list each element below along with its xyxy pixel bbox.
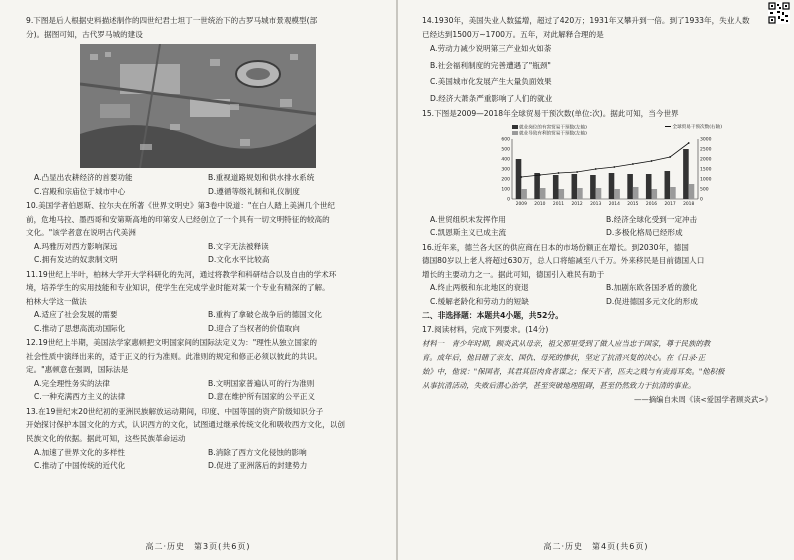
- q9-option-c: C.宫殿和宗庙位于城市中心: [34, 186, 126, 196]
- bar-beneficial: [670, 187, 676, 199]
- q16-option-a: A.终止两极和东北地区的衰退: [430, 283, 529, 293]
- rome-model-illustration: [80, 44, 316, 168]
- bar-beneficial: [540, 188, 546, 199]
- line-total-interventions: [521, 143, 688, 177]
- bar-beneficial: [614, 189, 620, 199]
- right-page-footer: 高二·历史 第4页(共6页): [543, 542, 649, 551]
- q17-material-line-3: 始》中，他说："保国者，其君其臣肉食者谋之；保天下者，匹夫之贱与有责焉耳矣。"他积极: [422, 366, 725, 376]
- section-heading-non-choice: 二、非选择题：本题共4小题，共52分。: [422, 311, 564, 321]
- right-tick-label: 0: [700, 197, 703, 203]
- q17-source: ——摘编自未周《读<爱国学者顾炎武>》: [633, 394, 772, 404]
- legend-label-3: 就业导致有利的贸易干预数(左轴): [519, 131, 587, 137]
- line-point: [613, 166, 615, 168]
- q12-options: [34, 377, 382, 404]
- bar-beneficial: [521, 189, 527, 199]
- bar-harmful: [553, 175, 559, 199]
- q15-stem-1: 15.下图是2009—2018年全球贸易干预次数(单位:次)。据此可知，当今世界: [422, 109, 679, 119]
- q10-option-d: D.文化水平比较高: [208, 255, 270, 265]
- left-tick-label: 600: [501, 137, 510, 143]
- bar-harmful: [646, 174, 652, 199]
- q14-stem-2: 已经达到1500万~1700万。五年，对此解释合理的是: [422, 29, 604, 39]
- q14-options: [430, 41, 782, 107]
- q15-options: [430, 213, 782, 240]
- left-page-footer: 高二·历史 第3页(共6页): [145, 542, 251, 551]
- line-point: [688, 142, 690, 144]
- q10-stem-2: 前，危地马拉、墨西哥和安第斯高地的印第安人已经创立了一个具有一切文明特征的较高的: [26, 214, 330, 224]
- q11-stem-1: 11.19世纪上半叶，柏林大学开大学科研化的先河，通过将教学和科研结合以及自由的学术环: [26, 269, 337, 279]
- category-label: 2011: [552, 201, 565, 207]
- line-point: [539, 174, 541, 176]
- q11-option-b: B.重构了拿破仑战争后的德国文化: [208, 310, 322, 320]
- q12-option-d: D.意在维护所有国家的公平正义: [208, 392, 315, 402]
- q17-material-line-1: 材料一 青少年时期，顾炎武从母亲，祖父那里受到了做人应当忠于国家，尊于民族的教: [422, 338, 711, 348]
- q13-option-a: A.加速了世界文化的多样性: [34, 447, 126, 457]
- line-point: [651, 160, 653, 162]
- line-point: [632, 163, 634, 165]
- bar-beneficial: [652, 189, 658, 199]
- right-tick-label: 2500: [700, 147, 712, 153]
- q9-option-a: A.凸显出农耕经济的首要功能: [34, 173, 133, 183]
- q9-option-b: B.重视道路规划和供水排水系统: [208, 173, 315, 183]
- q14-option-c: C.美国城市化发展产生大量负面效果: [430, 77, 552, 87]
- q13-option-b: B.消除了西方文化侵蚀的影响: [208, 447, 307, 457]
- q16-option-b: B.加剧东欧各国矛盾的激化: [606, 283, 698, 293]
- right-page: [398, 0, 794, 560]
- right-tick-label: 3000: [700, 137, 712, 143]
- q9-options: [34, 171, 382, 198]
- qr-code-icon: [768, 2, 790, 24]
- q17-stem: 17.阅读材料，完成下列要求。(14分): [422, 325, 549, 335]
- bar-harmful: [516, 159, 522, 199]
- category-label: 2016: [645, 201, 658, 207]
- category-label: 2014: [608, 201, 620, 207]
- q10-option-c: C.拥有发达的奴隶制文明: [34, 255, 118, 265]
- bar-harmful: [665, 171, 671, 199]
- q13-stem-2: 开始探讨保护本国文化的方式，认识西方的文化，试图通过继承传统文化和吸收西方文化，以创: [26, 420, 345, 430]
- q9-option-d: D.遵循等级礼制和礼仪制度: [208, 186, 300, 196]
- left-tick-label: 200: [501, 177, 510, 183]
- line-point: [576, 171, 578, 173]
- q17-material-line-4: 从事抗清活动，失败后潜心治学，甚至突破地理阻碍，甚至仍然致力于抗清的事业。: [422, 380, 696, 390]
- left-tick-label: 500: [501, 147, 510, 153]
- bar-harmful: [627, 174, 633, 199]
- left-tick-label: 100: [501, 187, 510, 193]
- category-label: 2018: [683, 201, 695, 207]
- q15-option-b: B.经济全球化受到一定冲击: [606, 214, 698, 224]
- q14-option-b: B.社会福利制度的完善遭遇了"瓶颈": [430, 60, 551, 70]
- line-point: [520, 176, 522, 178]
- q15-option-a: A.世贸组织未发挥作用: [430, 214, 506, 224]
- legend-label-1: 就业岗位的有害贸易干预数(左轴): [519, 125, 587, 131]
- line-point: [669, 156, 671, 158]
- q10-option-a: A.玛雅历对西方影响深远: [34, 241, 118, 251]
- bar-harmful: [534, 173, 540, 199]
- q12-option-b: B.文明国家普遍认可的行为准则: [208, 378, 315, 388]
- q16-options: [430, 281, 782, 308]
- q11-option-c: C.推动了思想高流动国际化: [34, 323, 126, 333]
- category-label: 2012: [571, 201, 583, 207]
- left-page: [0, 0, 396, 560]
- q10-options: [34, 240, 382, 267]
- q13-stem-3: 民族文化的依据。据此可知，这些民族革命运动: [26, 433, 186, 443]
- trade-intervention-chart: [492, 123, 722, 209]
- line-point: [558, 172, 560, 174]
- q17-material-line-2: 育。成年后，他目睹了亲友、国仇、母死的惨状，坚定了抗清兴复的决心。在《日录·正: [422, 352, 706, 362]
- bar-harmful: [572, 174, 578, 199]
- q13-options: [34, 446, 382, 473]
- q12-stem-2: 社会性质中演绎出来的，适于正义的行为准则。此准则的规定和修正必须以彼此的共识。: [26, 351, 323, 361]
- bar-beneficial: [577, 188, 583, 199]
- category-label: 2017: [664, 201, 676, 207]
- q15-option-d: D.多极化格局已经形成: [606, 228, 683, 238]
- legend-item-3: [512, 131, 587, 138]
- right-tick-label: 500: [700, 187, 709, 193]
- q11-options: [34, 308, 382, 335]
- q12-option-c: C.一种充满西方主义的法律: [34, 392, 126, 402]
- q10-option-b: B.文字无法被释读: [208, 241, 269, 251]
- q15-option-c: C.凯恩斯主义已成主流: [430, 228, 507, 238]
- left-tick-label: 400: [501, 157, 510, 163]
- q12-stem-3: 定。"惠顿意在强调，国际法是: [26, 365, 129, 375]
- bar-beneficial: [596, 188, 602, 199]
- q11-option-d: D.迎合了当权者的价值取向: [208, 323, 300, 333]
- category-label: 2015: [627, 201, 639, 207]
- left-tick-label: 0: [507, 197, 510, 203]
- right-tick-label: 2000: [700, 157, 712, 163]
- right-tick-label: 1500: [700, 167, 712, 173]
- q14-stem-1: 14.1930年，美国失业人数猛增，超过了420万；1931年又攀升到一倍。到了1933年，失业人数: [422, 16, 750, 25]
- right-tick-label: 1000: [700, 177, 712, 183]
- left-tick-label: 300: [501, 167, 510, 173]
- q16-stem-1: 16.近年来，德兰各大区的供应商在日本的市场份额正在增长。到2030年，德国: [422, 242, 689, 252]
- bar-beneficial: [633, 187, 639, 199]
- bar-harmful: [683, 149, 689, 199]
- bar-harmful: [609, 173, 615, 199]
- q13-stem-1: 13.在19世纪末20世纪初的亚洲民族解放运动期间，印度、中国等国的资产阶级知识分子: [26, 406, 324, 416]
- q13-option-d: D.促进了亚洲落后的封建势力: [208, 460, 308, 470]
- line-point: [595, 168, 597, 170]
- q16-option-d: D.促进德国多元文化的形成: [606, 296, 698, 306]
- q9-stem-1: 9.下图是后人根据史料描述制作的四世纪君士坦丁一世统治下的古罗马城市景观模型(部: [26, 16, 318, 25]
- q14-option-d: D.经济大萧条严重影响了人们的就业: [430, 93, 553, 103]
- q16-stem-3: 增长的主要动力之一。据此可知，德国引入难民有助于: [422, 269, 605, 279]
- q11-stem-3: 柏林大学这一做法: [26, 296, 87, 306]
- q16-stem-2: 德国80岁以上老人将超过630万，总人口将缩减至八千万。外来移民是目前德国人口: [422, 256, 705, 266]
- q12-stem-1: 12.19世纪上半期，美国法学家惠顿把文明国家间的国际法定义为："理性从独立国家的: [26, 338, 318, 348]
- chart-legend-row-2: [512, 131, 722, 138]
- bar-beneficial: [689, 184, 695, 199]
- q10-stem-1: 10.美国学者伯恩斯、拉尔夫在所著《世界文明史》第3卷中说道："在白人踏上美洲几个世纪: [26, 201, 335, 210]
- q11-stem-2: 境，培养学生的实用技能和专业知识，使学生在完成学业时能对某一个专业有精深的了解。: [26, 283, 330, 293]
- q14-option-a: A.劳动力减少说明第三产业如火如荼: [430, 44, 552, 54]
- category-label: 2009: [515, 201, 527, 207]
- q13-option-c: C.推动了中国传统的近代化: [34, 460, 126, 470]
- q12-option-a: A.完全理性务实的法律: [34, 378, 110, 388]
- q11-option-a: A.适应了社会发展的需要: [34, 310, 118, 320]
- rome-model-photo: [80, 44, 316, 168]
- q9-stem-2: 分)。据图可知，古代罗马城的建设: [26, 29, 143, 39]
- category-label: 2013: [590, 201, 602, 207]
- category-label: 2010: [534, 201, 546, 207]
- legend-label-2: 全球贸易干预次数(右轴): [672, 124, 722, 130]
- bar-harmful: [590, 175, 596, 199]
- q10-stem-3: 文化。"该学者意在说明古代美洲: [26, 228, 136, 238]
- q16-option-c: C.缓解老龄化和劳动力的短缺: [430, 296, 529, 306]
- bar-beneficial: [559, 189, 565, 199]
